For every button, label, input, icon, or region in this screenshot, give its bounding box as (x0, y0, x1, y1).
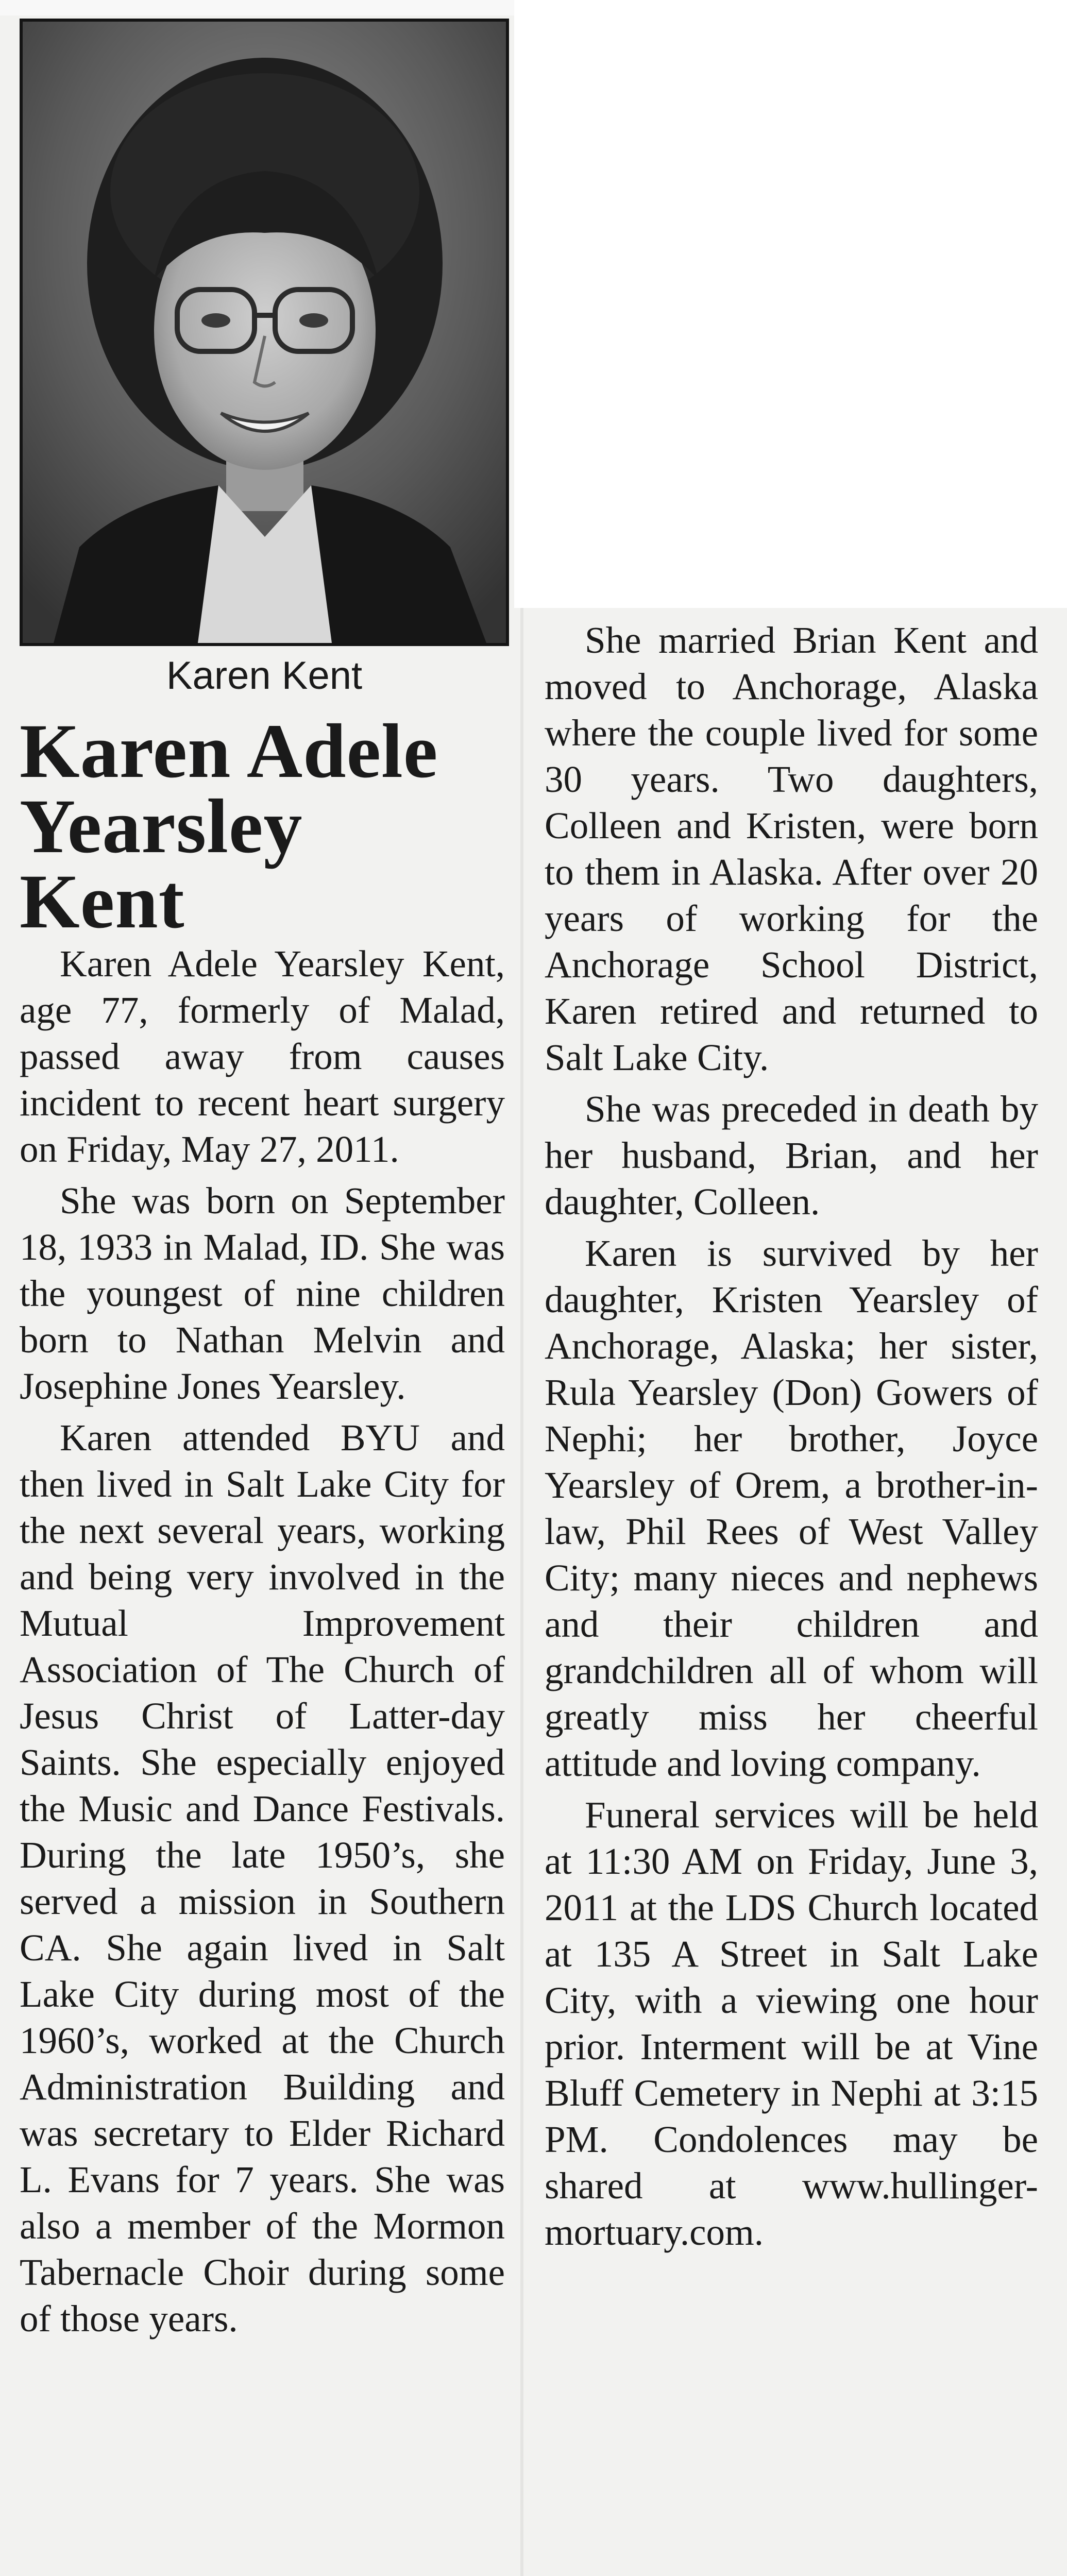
paragraph-services: Funeral services will be held at 11:30 AM on Friday, June 3, 2011 at the LDS Church located at 135 A Street in Salt Lake City, with a viewing one hour prior. Interment will be at Vine Bluff Cemetery in Nephi at 3:15 PM. Condolences may be shared at www.hullinger-mortuary.com. (545, 1794, 1038, 2253)
portrait-photo (20, 19, 509, 646)
paragraph-death-notice: Karen Adele Yearsley Kent, age 77, formerly of Malad, passed away from causes incident to recent heart surgery on Friday, May 27, 2011. (20, 943, 505, 1170)
article-column-left (20, 941, 505, 2347)
paragraph-marriage: She married Brian Kent and moved to Anchorage, Alaska where the couple lived for some 30 years. Two daughters, Colleen and Kristen, were born to them in Alaska. After over 20 years of working for the Anchorage School District, Karen retired and returned to Salt Lake City. (545, 619, 1038, 1078)
blank-clipping-area (514, 0, 1067, 608)
paragraph-career: Karen attended BYU and then lived in Salt Lake City for the next several years, working and being very involved in the Mutual Improvement Association of The Church of Jesus Christ of Latter-day Saints. She especially enjoyed the Music and Dance Festivals. During the late 1950’s, she served a mission in Southern CA. She again lived in Salt Lake City during most of the 1960’s, worked at the Church Administration Building and was secretary to Elder Richard L. Evans for 7 years. She was also a member of the Mormon Tabernacle Choir during some of those years. (20, 1417, 505, 2340)
column-gutter (520, 608, 523, 2576)
portrait-illustration (23, 22, 506, 643)
headline-line-2: Yearsley (20, 784, 303, 869)
photo-caption: Karen Kent (166, 654, 363, 698)
article-column-right (545, 617, 1038, 2261)
headline-line-3: Kent (20, 859, 185, 944)
paragraph-preceded: She was preceded in death by her husband, Brian, and her daughter, Colleen. (545, 1088, 1038, 1223)
paragraph-survivors: Karen is survived by her daughter, Kristen Yearsley of Anchorage, Alaska; her sister, Rula Yearsley (Don) Gowers of Nephi; her brother, Joyce Yearsley of Orem, a brother-in-law, Phil Rees of West Valley City; many nieces and nephews and their children and grandchildren all of whom will greatly miss her cheerful attitude and loving company. (545, 1232, 1038, 1784)
paragraph-birth: She was born on September 18, 1933 in Malad, ID. She was the youngest of nine children born to Nathan Melvin and Josephine Jones Yearsley. (20, 1180, 505, 1407)
obituary-headline (20, 708, 514, 944)
headline-line-1: Karen Adele (20, 708, 438, 794)
